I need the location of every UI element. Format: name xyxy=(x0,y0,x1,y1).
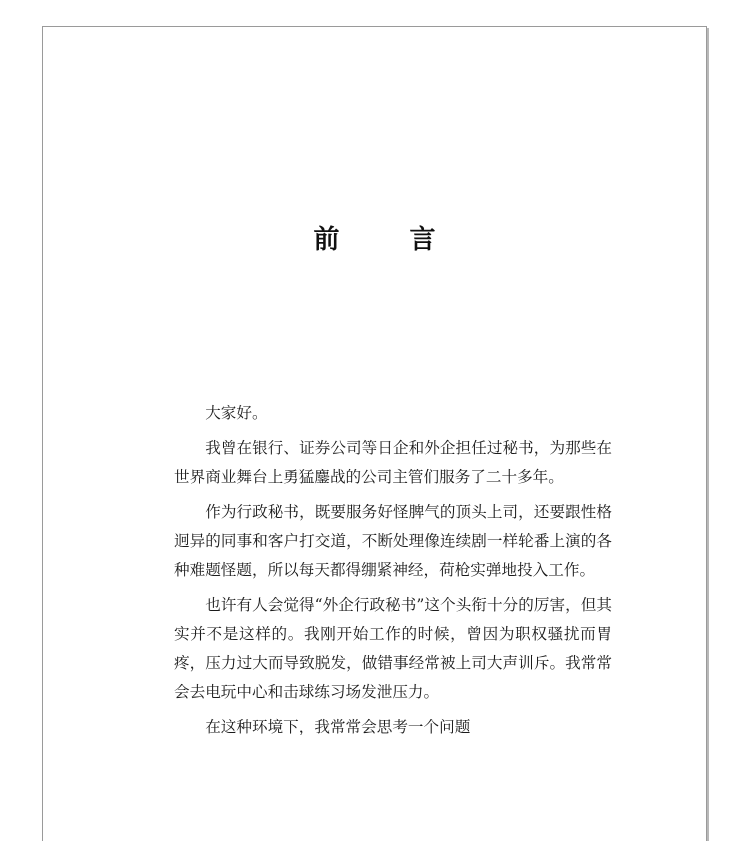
paragraph-greeting: 大家好。 xyxy=(205,404,268,422)
document-page xyxy=(42,26,707,841)
page-title: 前 言 xyxy=(313,225,458,255)
paragraph-career: 我曾在银行、证券公司等日企和外企担任过秘书，为那些在世界商业舞台上勇猛鏖战的公司主管们服务了二十多年。 xyxy=(174,439,612,486)
paragraph-environment: 在这种环境下，我常常会思考一个问题 xyxy=(205,718,471,735)
page-body xyxy=(174,399,612,741)
paragraph-reality: 也许有人会觉得“外企行政秘书”这个头衔十分的厉害，但其实并不是这样的。我刚开始工作的时候，曾因为职权骚扰而胃疼，压力过大而导致脱发，做错事经常被上司大声训斥。我常常会去电玩中心和击球练习场发泄压力。 xyxy=(174,596,612,701)
paragraph-role: 作为行政秘书，既要服务好怪脾气的顶头上司，还要跟性格迥异的同事和客户打交道，不断处理像连续剧一样轮番上演的各种难题怪题，所以每天都得绷紧神经，荷枪实弹地投入工作。 xyxy=(174,503,612,579)
